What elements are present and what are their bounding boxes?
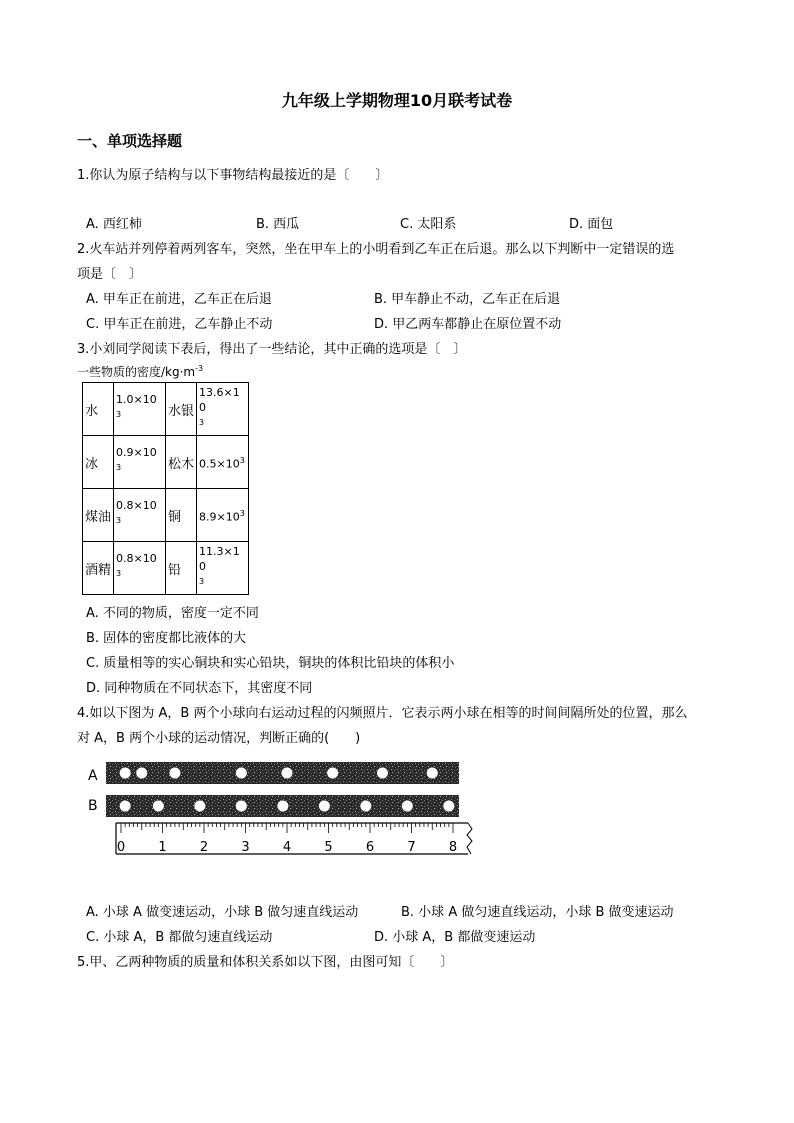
ruler-tick-label: 2 (199, 840, 209, 855)
question-2-stem-line2: 项是〔 〕 (77, 267, 143, 282)
ruler-tick-label: 0 (116, 840, 126, 855)
q4-option-c[interactable]: C. 小球 A，B 都做匀速直线运动 (86, 930, 273, 945)
table-cell: 水银 (166, 383, 197, 436)
question-3-stem: 3.小刘同学阅读下表后，得出了一些结论，其中正确的选项是〔 〕 (77, 342, 467, 357)
strobe-ball (153, 801, 164, 812)
ruler-tick-label: 6 (365, 840, 375, 855)
q4-option-b[interactable]: B. 小球 A 做匀速直线运动，小球 B 做变速运动 (401, 905, 674, 920)
table-cell: 酒精 (83, 542, 114, 595)
q1-option-b[interactable]: B. 西瓜 (256, 217, 300, 232)
table-cell: $0.5\times 10^3$ (197, 436, 249, 489)
strobe-ball (277, 801, 288, 812)
strobe-ball (319, 801, 330, 812)
section-heading: 一、单项选择题 (77, 132, 183, 150)
q3-option-b[interactable]: B. 固体的密度都比液体的大 (86, 631, 247, 646)
q1-option-a[interactable]: A. 西红柿 (86, 217, 142, 232)
question-4-stem-line1: 4.如以下图为 A，B 两个小球向右运动过程的闪频照片．它表示两小球在相等的时间间隔所处的位置，那么 (77, 706, 688, 721)
q3-option-a[interactable]: A. 不同的物质，密度一定不同 (86, 606, 259, 621)
q4-option-a[interactable]: A. 小球 A 做变速运动，小球 B 做匀速直线运动 (86, 905, 359, 920)
table-cell: 1.0×10 $^3$ (114, 383, 166, 436)
question-5-stem: 5.甲、乙两种物质的质量和体积关系如以下图，由图可知〔 〕 (77, 955, 454, 970)
q1-option-d[interactable]: D. 面包 (569, 217, 614, 232)
ruler-tick-label: 8 (448, 840, 458, 855)
table-cell: 铅 (166, 542, 197, 595)
table-cell: 11.3×10 $^3$ (197, 542, 249, 595)
ruler-tick-label: 7 (407, 840, 416, 855)
strobe-ball (194, 801, 205, 812)
table-cell: 松木 (166, 436, 197, 489)
question-4-stem-line2: 对 A，B 两个小球的运动情况，判断正确的( ) (77, 731, 361, 746)
table-caption: 一些物质的密度$/kg\cdot m^{-3}$ (77, 364, 204, 379)
table-cell: 13.6×10 $^3$ (197, 383, 249, 436)
table-cell: 0.8×10 $^3$ (114, 489, 166, 542)
page-title: 九年级上学期物理10月联考试卷 (281, 91, 513, 110)
strobe-ball (236, 801, 247, 812)
strip-a-label: A (88, 768, 98, 784)
question-1-stem: 1.你认为原子结构与以下事物结构最接近的是〔 〕 (77, 168, 389, 183)
table-cell: 0.9×10 $^3$ (114, 436, 166, 489)
q4-option-d[interactable]: D. 小球 A，B 都做变速运动 (374, 930, 536, 945)
ruler-tick-label: 1 (158, 840, 167, 855)
table-cell: 冰 (83, 436, 114, 489)
q3-option-c[interactable]: C. 质量相等的实心铜块和实心铅块，铜块的体积比铅块的体积小 (86, 656, 455, 671)
strobe-ball (282, 768, 293, 779)
strobe-ball (443, 801, 454, 812)
ruler-ticks (117, 823, 457, 855)
table-cell: 水 (83, 383, 114, 436)
strobe-ball (402, 801, 413, 812)
q1-option-c[interactable]: C. 太阳系 (400, 217, 457, 232)
strobe-ball (236, 768, 247, 779)
table-cell: 0.8×10 $^3$ (114, 542, 166, 595)
q2-option-c[interactable]: C. 甲车正在前进，乙车静止不动 (86, 317, 273, 332)
ruler (116, 823, 472, 854)
q2-option-a[interactable]: A. 甲车正在前进，乙车正在后退 (86, 292, 272, 307)
strobe-ball (120, 801, 131, 812)
strobe-ball (169, 768, 180, 779)
strobe-ball (360, 801, 371, 812)
question-2-stem-line1: 2.火车站并列停着两列客车，突然，坐在甲车上的小明看到乙车正在后退。那么以下判断中一定错误的选 (77, 242, 675, 257)
table-cell: $8.9\times 10^3$ (197, 489, 249, 542)
strobe-ball (136, 768, 147, 779)
strobe-ball (120, 768, 131, 779)
ruler-tick-label: 5 (324, 840, 333, 855)
ruler-tick-label: 4 (282, 840, 292, 855)
strip-b-label: B (88, 798, 98, 814)
q3-option-d[interactable]: D. 同种物质在不同状态下，其密度不同 (86, 681, 313, 696)
q2-option-d[interactable]: D. 甲乙两车都静止在原位置不动 (374, 317, 562, 332)
table-cell: 煤油 (83, 489, 114, 542)
strobe-ball (377, 768, 388, 779)
ruler-tick-label: 3 (241, 840, 250, 855)
table-cell: 铜 (166, 489, 197, 542)
strobe-ball (327, 768, 338, 779)
strobe-ball (427, 768, 438, 779)
q2-option-b[interactable]: B. 甲车静止不动，乙车正在后退 (374, 292, 561, 307)
